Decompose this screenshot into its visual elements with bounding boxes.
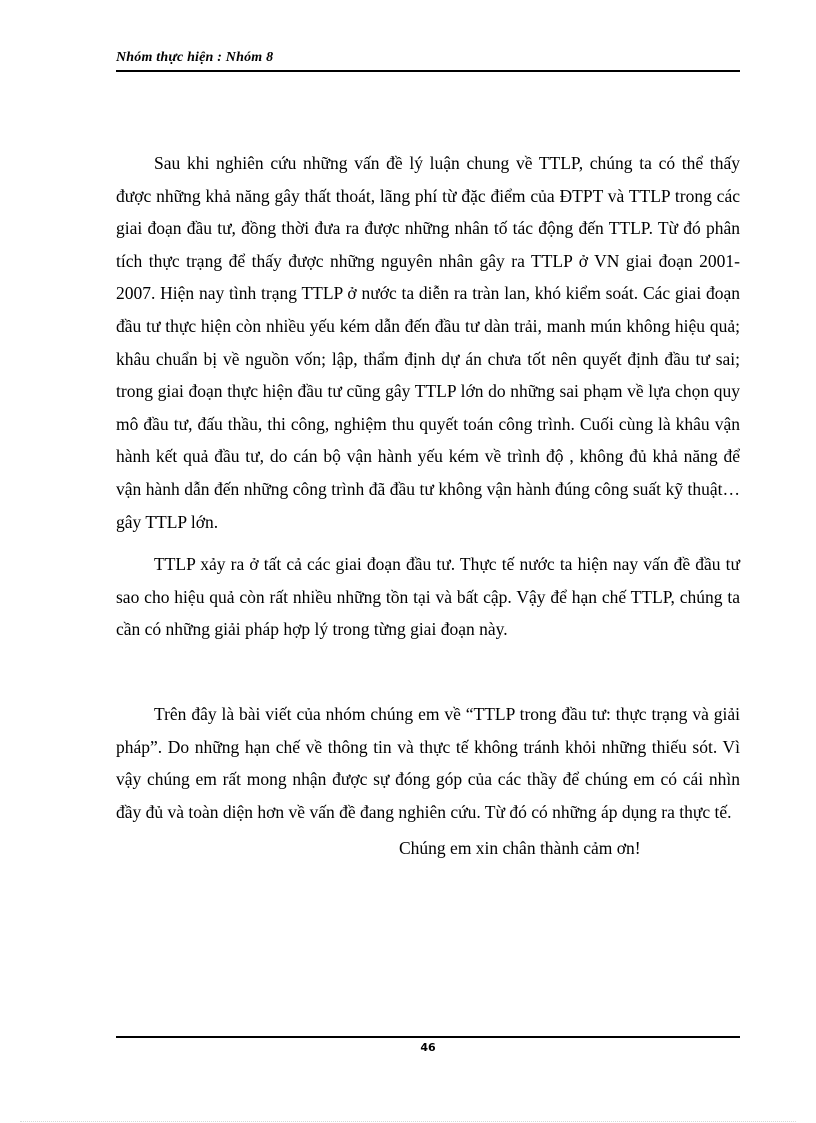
summary-paragraph: Sau khi nghiên cứu những vấn đề lý luận chung về TTLP, chúng ta có thể thấy được những khả năng gây thất thoát, lãng phí từ đặc điểm của ĐTPT và TTLP trong các giai đoạn đầu tư, đồng thời đưa ra được những nhân tố tác động đến TTLP. Từ đó phân tích thực trạng để thấy được những nguyên nhân gây ra TTLP ở VN giai đoạn 2001-2007. Hiện nay tình trạng TTLP ở nước ta diễn ra tràn lan, khó kiểm soát. Các giai đoạn đầu tư thực hiện còn nhiều yếu kém dẫn đến đầu tư dàn trải, manh mún không hiệu quả; khâu chuẩn bị về nguồn vốn; lập, thẩm định dự án chưa tốt nên quyết định đầu tư sai; trong giai đoạn thực hiện đầu tư cũng gây TTLP lớn do những sai phạm về lựa chọn quy mô đầu tư, đấu thầu, thi công, nghiệm thu quyết toán công trình. Cuối cùng là khâu vận hành kết quả đầu tư, do cán bộ vận hành yếu kém về trình độ , không đủ khả năng để vận hành dẫn đến những công trình đã đầu tư không vận hành đúng công suất kỹ thuật… gây TTLP lớn.: [116, 153, 740, 532]
closing-thanks: Chúng em xin chân thành cảm ơn!: [399, 838, 641, 859]
document-body: [116, 147, 740, 865]
page-header: [116, 46, 740, 72]
page-bottom-edge: [20, 1121, 796, 1122]
solution-paragraph: TTLP xảy ra ở tất cả các giai đoạn đầu tư. Thực tế nước ta hiện nay vấn đề đầu tư sao cho hiệu quả còn rất nhiều những tồn tại và bất cập. Vậy để hạn chế TTLP, chúng ta cần có những giải pháp hợp lý trong từng giai đoạn này.: [116, 554, 740, 640]
conclusion-paragraph: Trên đây là bài viết của nhóm chúng em về “TTLP trong đầu tư: thực trạng và giải pháp”. Do những hạn chế về thông tin và thực tế không tránh khỏi những thiếu sót. Vì vậy chúng em rất mong nhận được sự đóng góp của các thầy để chúng em có cái nhìn đầy đủ và toàn diện hơn về vấn đề đang nghiên cứu. Từ đó có những áp dụng ra thực tế.: [116, 703, 740, 822]
group-label: Nhóm thực hiện : Nhóm 8: [116, 50, 274, 65]
page-number: 46: [420, 1041, 436, 1054]
footer-divider: [116, 1036, 740, 1038]
